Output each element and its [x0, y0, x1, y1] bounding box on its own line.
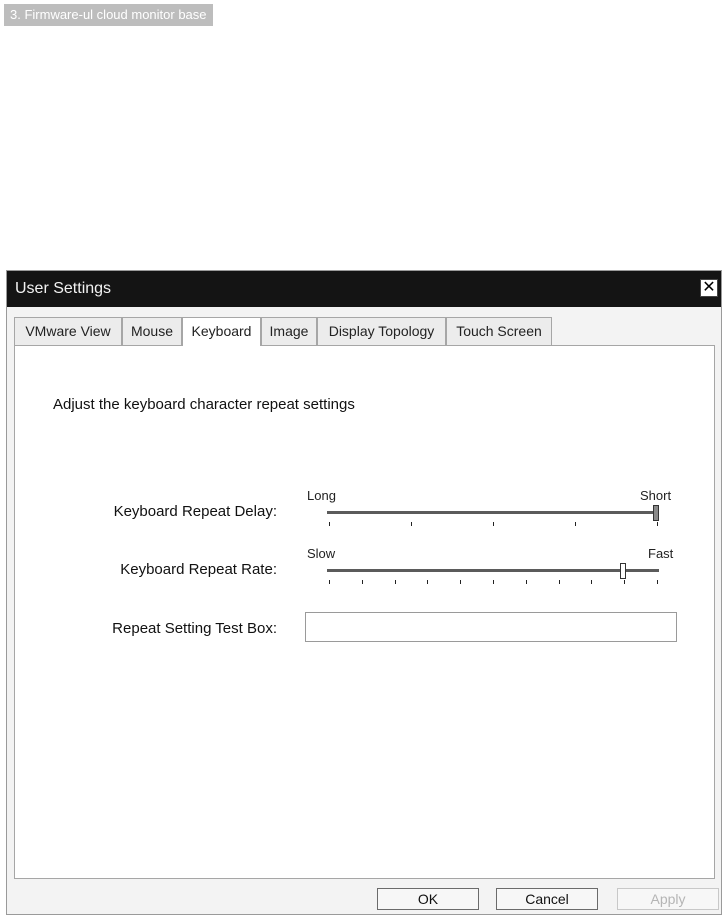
tab-mouse[interactable]: Mouse	[122, 317, 182, 345]
slider-tick	[526, 580, 527, 584]
slider-tick	[657, 580, 658, 584]
slider-tick	[493, 522, 494, 526]
repeat-delay-max-label: Short	[640, 488, 672, 503]
tab-touch-screen[interactable]: Touch Screen	[446, 317, 552, 345]
ok-button[interactable]: OK	[377, 888, 479, 910]
slider-tick	[493, 580, 494, 584]
cancel-button[interactable]: Cancel	[496, 888, 598, 910]
tab-image[interactable]: Image	[261, 317, 317, 345]
tab-vmware-view[interactable]: VMware View	[14, 317, 122, 345]
slider-tick	[559, 580, 560, 584]
keyboard-panel	[14, 345, 715, 879]
slider-tick	[624, 580, 625, 584]
test-box-label: Repeat Setting Test Box:	[112, 620, 277, 637]
slider-thumb[interactable]	[653, 505, 659, 521]
instruction-text: Adjust the keyboard character repeat settings	[53, 396, 355, 413]
apply-button[interactable]: Apply	[617, 888, 719, 910]
slider-track[interactable]	[327, 569, 659, 572]
slider-tick	[362, 580, 363, 584]
repeat-rate-max-label: Fast	[648, 546, 674, 561]
slider-tick	[329, 580, 330, 584]
slider-thumb[interactable]	[620, 563, 626, 579]
repeat-delay-min-label: Long	[307, 488, 336, 503]
tab-display-topology[interactable]: Display Topology	[317, 317, 446, 345]
slider-tick	[657, 522, 658, 526]
tab-keyboard[interactable]: Keyboard	[182, 317, 261, 346]
slider-tick	[460, 580, 461, 584]
repeat-test-input[interactable]	[305, 612, 677, 642]
slider-tick	[395, 580, 396, 584]
slider-tick	[411, 522, 412, 526]
dialog-title: User Settings	[15, 280, 112, 297]
title-bar	[7, 271, 721, 307]
slider-tick	[427, 580, 428, 584]
slider-tick	[329, 522, 330, 526]
repeat-delay-label: Keyboard Repeat Delay:	[113, 503, 277, 520]
slider-tick	[575, 522, 576, 526]
close-button[interactable]	[700, 279, 718, 297]
close-icon: ✕	[702, 279, 716, 296]
repeat-rate-label: Keyboard Repeat Rate:	[120, 561, 277, 578]
slider-tick	[591, 580, 592, 584]
user-settings-dialog	[6, 270, 722, 915]
slider-track[interactable]	[327, 511, 659, 514]
repeat-rate-min-label: Slow	[307, 546, 336, 561]
section-label: 3. Firmware-ul cloud monitor base	[4, 4, 213, 26]
